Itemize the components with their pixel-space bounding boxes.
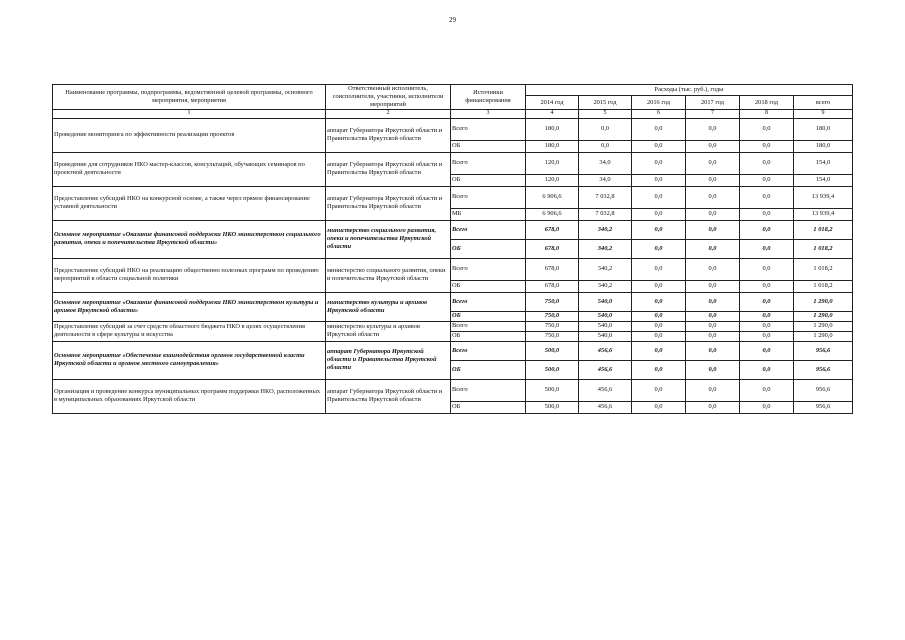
row-total: 180,0 [794,118,853,140]
row-total: 13 939,4 [794,186,853,208]
row-value: 500,0 [526,401,579,413]
row-value: 34,0 [579,152,632,174]
row-value: 500,0 [526,360,579,379]
row-total: 180,0 [794,140,853,152]
row-value: 180,0 [526,118,579,140]
row-value: 500,0 [526,379,579,401]
row-value: 0,0 [632,341,686,360]
row-value: 340,2 [579,280,632,292]
header-year: 2015 год [579,96,632,110]
row-total: 1 290,0 [794,292,853,311]
row-source: Всего [451,379,526,401]
row-value: 0,0 [579,140,632,152]
row-responsible: аппарат Губернатора Иркутской области и Правительства Иркутской области [326,152,451,186]
row-responsible: министерство социального развития, опеки и попечительства Иркутской области [326,258,451,292]
row-source: ОБ [451,174,526,186]
row-total: 154,0 [794,174,853,186]
row-value: 0,0 [686,379,740,401]
table-header [53,85,853,119]
row-value: 34,0 [579,174,632,186]
header-source: Источники финансирования [451,85,526,110]
row-value: 0,0 [686,220,740,239]
row-name: Основное мероприятие «Обеспечение взаимодействия органов государственной власти Иркутской области и органов местного самоуправления» [53,341,326,379]
row-total: 956,6 [794,341,853,360]
row-value: 0,0 [632,280,686,292]
row-value: 180,0 [526,140,579,152]
row-value: 678,0 [526,220,579,239]
row-value: 0,0 [740,140,794,152]
row-value: 0,0 [740,331,794,341]
row-source: Всего [451,186,526,208]
row-value: 456,6 [579,401,632,413]
row-total: 1 018,2 [794,280,853,292]
table-row [53,118,853,140]
row-value: 340,2 [579,258,632,280]
header-year: 2014 год [526,96,579,110]
row-value: 0,0 [740,379,794,401]
row-value: 0,0 [686,239,740,258]
table-row [53,258,853,280]
row-value: 540,0 [579,292,632,311]
row-source: ОБ [451,239,526,258]
row-value: 456,6 [579,341,632,360]
header-name: Наименование программы, подпрограммы, ведомственной целевой программы, основного мероприятия, мероприятия [53,85,326,110]
table-row [53,152,853,174]
table-row [53,220,853,239]
row-name: Предоставление субсидий за счет средств областного бюджета НКО в целях осуществления деятельности в сфере культуры и искусства [53,321,326,341]
column-number: 9 [794,110,853,119]
row-value: 540,0 [579,321,632,331]
column-number: 2 [326,110,451,119]
row-responsible: аппарат Губернатора Иркутской области и Правительства Иркутской области [326,186,451,220]
header-responsible: Ответственный исполнитель, соисполнители, участники, исполнители мероприятий [326,85,451,110]
row-value: 0,0 [632,174,686,186]
row-value: 0,0 [632,311,686,321]
row-name: Организация и проведение конкурса муниципальных программ поддержки НКО, расположенных в муниципальных образованиях Иркутской области [53,379,326,413]
row-value: 678,0 [526,258,579,280]
row-value: 0,0 [686,341,740,360]
row-value: 6 906,6 [526,186,579,208]
column-number: 5 [579,110,632,119]
row-value: 0,0 [632,360,686,379]
row-value: 6 906,6 [526,208,579,220]
row-name: Основное мероприятие «Оказание финансовой поддержки НКО министерством культуры и архивов Иркутской области» [53,292,326,321]
row-value: 540,0 [579,331,632,341]
row-value: 0,0 [632,208,686,220]
row-value: 750,0 [526,311,579,321]
column-number: 3 [451,110,526,119]
row-value: 0,0 [740,186,794,208]
row-value: 0,0 [740,292,794,311]
header-year: 2017 год [686,96,740,110]
row-value: 0,0 [632,258,686,280]
row-source: Всего [451,118,526,140]
row-value: 7 032,8 [579,186,632,208]
row-total: 1 290,0 [794,311,853,321]
row-value: 0,0 [632,379,686,401]
page-number: 29 [449,16,456,24]
row-source: Всего [451,321,526,331]
row-responsible: министерство культуры и архивов Иркутской области [326,321,451,341]
row-value: 0,0 [740,258,794,280]
column-number: 8 [740,110,794,119]
row-value: 456,6 [579,360,632,379]
row-source: Всего [451,152,526,174]
row-responsible: министерство культуры и архивов Иркутской области [326,292,451,321]
table-row [53,292,853,311]
row-value: 0,0 [632,239,686,258]
row-responsible: аппарат Губернатора Иркутской области и Правительства Иркутской области [326,118,451,152]
row-value: 750,0 [526,331,579,341]
row-value: 0,0 [632,401,686,413]
row-value: 0,0 [686,280,740,292]
table-row [53,321,853,331]
row-source: Всего [451,341,526,360]
row-total: 1 018,2 [794,239,853,258]
column-number: 4 [526,110,579,119]
row-value: 0,0 [686,401,740,413]
row-value: 0,0 [686,208,740,220]
row-value: 0,0 [740,321,794,331]
row-source: ОБ [451,140,526,152]
column-number: 6 [632,110,686,119]
row-value: 0,0 [686,140,740,152]
row-total: 1 290,0 [794,321,853,331]
row-value: 678,0 [526,280,579,292]
row-value: 0,0 [632,140,686,152]
row-value: 456,6 [579,379,632,401]
row-value: 0,0 [686,152,740,174]
row-value: 7 032,8 [579,208,632,220]
row-value: 500,0 [526,341,579,360]
budget-table [52,84,853,414]
row-source: ОБ [451,331,526,341]
row-value: 0,0 [740,341,794,360]
row-source: МБ [451,208,526,220]
row-source: ОБ [451,311,526,321]
row-responsible: аппарат Губернатора Иркутской области и Правительства Иркутской области [326,341,451,379]
row-value: 678,0 [526,239,579,258]
table-row [53,186,853,208]
row-responsible: министерство социального развития, опеки и попечительства Иркутской области [326,220,451,258]
row-value: 0,0 [632,118,686,140]
row-value: 0,0 [632,186,686,208]
row-value: 120,0 [526,152,579,174]
row-value: 0,0 [632,321,686,331]
row-total: 1 018,2 [794,258,853,280]
row-total: 1 018,2 [794,220,853,239]
row-source: ОБ [451,360,526,379]
row-value: 0,0 [632,292,686,311]
row-total: 956,6 [794,360,853,379]
row-value: 0,0 [740,174,794,186]
row-value: 0,0 [686,311,740,321]
row-value: 0,0 [632,331,686,341]
table-body [53,118,853,413]
header-expenses: Расходы (тыс. руб.), годы [526,85,853,96]
row-name: Предоставление субсидий НКО на конкурсной основе, а также через прямое финансирование уставной деятельности [53,186,326,220]
row-value: 0,0 [632,220,686,239]
row-value: 0,0 [686,186,740,208]
header-total: всего [794,96,853,110]
table-row [53,379,853,401]
row-value: 0,0 [740,118,794,140]
row-source: ОБ [451,280,526,292]
row-value: 0,0 [686,321,740,331]
header-year: 2016 год [632,96,686,110]
row-value: 340,2 [579,220,632,239]
row-total: 1 290,0 [794,331,853,341]
row-value: 0,0 [740,239,794,258]
row-value: 0,0 [740,220,794,239]
table-row [53,341,853,360]
row-total: 154,0 [794,152,853,174]
row-name: Основное мероприятие «Оказание финансовой поддержки НКО министерством социального развития, опеки и попечительства Иркутской области» [53,220,326,258]
header-year: 2018 год [740,96,794,110]
row-value: 0,0 [632,152,686,174]
row-value: 0,0 [686,292,740,311]
row-source: Всего [451,292,526,311]
row-responsible: аппарат Губернатора Иркутской области и Правительства Иркутской области [326,379,451,413]
row-total: 956,6 [794,379,853,401]
row-value: 750,0 [526,321,579,331]
row-source: Всего [451,220,526,239]
row-source: Всего [451,258,526,280]
row-value: 0,0 [686,174,740,186]
row-name: Проведение мониторинга по эффективности реализации проектов [53,118,326,152]
row-value: 750,0 [526,292,579,311]
row-name: Проведение для сотрудников НКО мастер-классов, консультаций, обучающих семинаров по проектной деятельности [53,152,326,186]
row-value: 0,0 [740,360,794,379]
row-value: 0,0 [740,152,794,174]
row-value: 0,0 [740,401,794,413]
column-number: 7 [686,110,740,119]
row-source: ОБ [451,401,526,413]
row-value: 540,0 [579,311,632,321]
row-value: 0,0 [686,258,740,280]
row-name: Предоставление субсидий НКО на реализацию общественно полезных программ по проведению мероприятий в области социальной политики [53,258,326,292]
row-value: 0,0 [740,280,794,292]
row-value: 0,0 [740,311,794,321]
row-value: 120,0 [526,174,579,186]
row-value: 0,0 [740,208,794,220]
row-value: 0,0 [686,331,740,341]
row-value: 0,0 [686,118,740,140]
row-total: 13 939,4 [794,208,853,220]
row-value: 0,0 [686,360,740,379]
column-number: 1 [53,110,326,119]
row-value: 0,0 [579,118,632,140]
row-total: 956,6 [794,401,853,413]
row-value: 340,2 [579,239,632,258]
